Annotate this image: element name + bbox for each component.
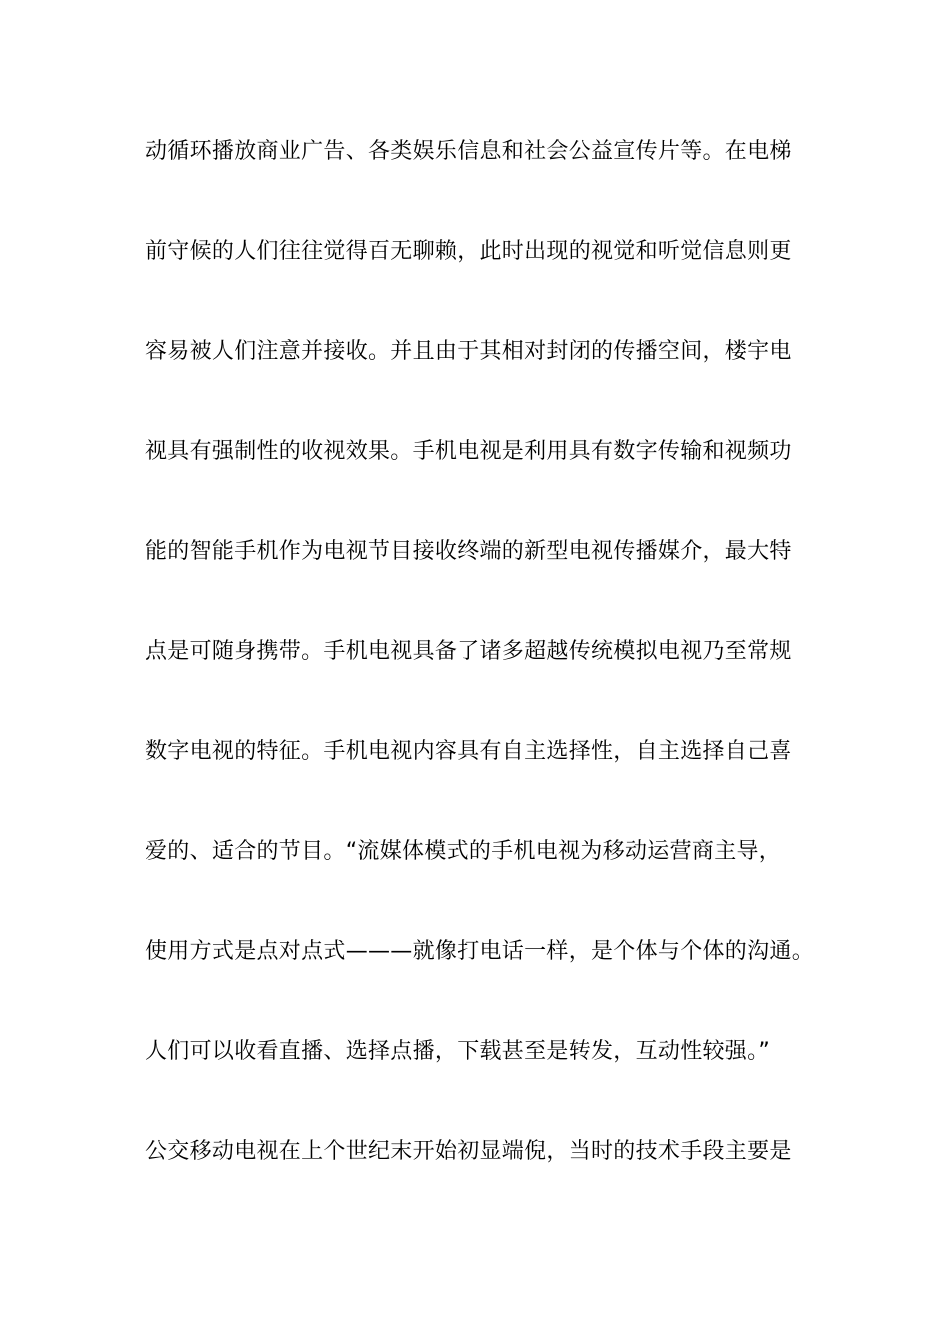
text-line: 动循环播放商业广告、各类娱乐信息和社会公益宣传片等。在电梯 xyxy=(145,139,792,164)
text-line: 视具有强制性的收视效果。手机电视是利用具有数字传输和视频功 xyxy=(145,439,792,464)
body-text xyxy=(145,130,845,1230)
text-line: 容易被人们注意并接收。并且由于其相对封闭的传播空间，楼宇电 xyxy=(145,339,792,364)
text-line: 点是可随身携带。手机电视具备了诸多超越传统模拟电视乃至常规 xyxy=(145,639,792,664)
text-line: 爱的、适合的节目。“流媒体模式的手机电视为移动运营商主导， xyxy=(145,839,782,864)
text-line: 数字电视的特征。手机电视内容具有自主选择性，自主选择自己喜 xyxy=(145,739,792,764)
text-line: 人们可以收看直播、选择点播，下载甚至是转发，互动性较强。” xyxy=(145,1039,771,1064)
text-line: 前守候的人们往往觉得百无聊赖，此时出现的视觉和听觉信息则更 xyxy=(145,239,792,264)
text-line: 公交移动电视在上个世纪末开始初显端倪，当时的技术手段主要是 xyxy=(145,1139,792,1164)
text-line: 能的智能手机作为电视节目接收终端的新型电视传播媒介，最大特 xyxy=(145,539,792,564)
text-line: 使用方式是点对点式———就像打电话一样，是个体与个体的沟通。 xyxy=(145,939,815,964)
